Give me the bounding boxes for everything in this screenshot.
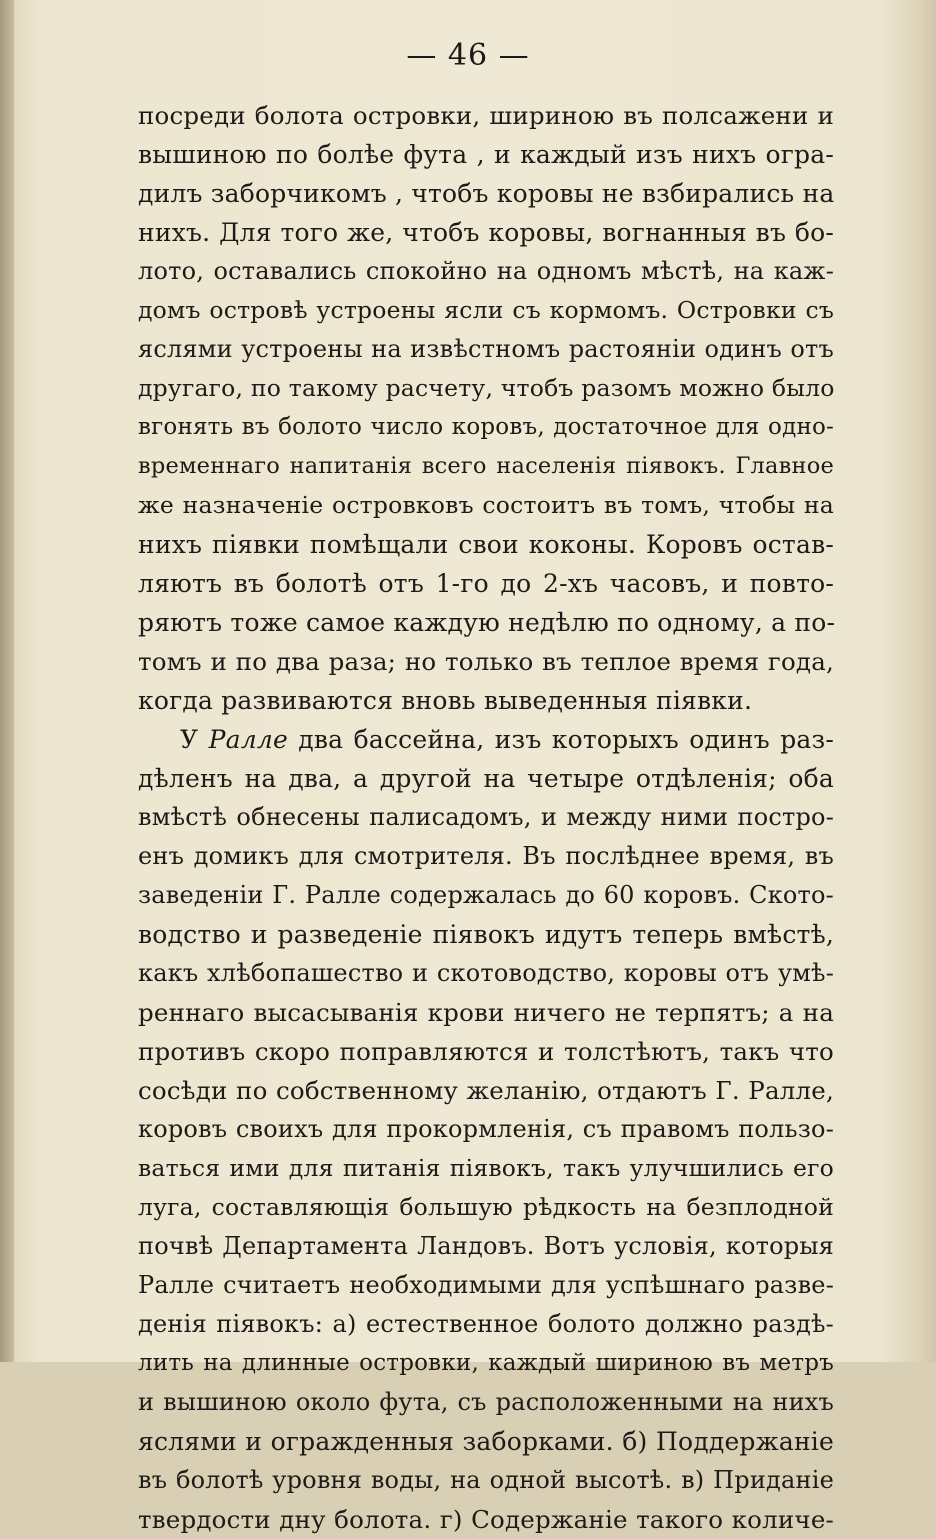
text-line: вгонять въ болото число коровъ, достаточное для одно- bbox=[138, 414, 834, 440]
text-line: временнаго напитанія всего населенія піявокъ. Главное bbox=[138, 453, 834, 479]
text-line: лото, оставались спокойно на одномъ мѣстѣ, на каж- bbox=[138, 257, 834, 285]
italic-name: Ралле bbox=[208, 725, 288, 754]
text-line: коровъ своихъ для прокормленія, съ правомъ пользо- bbox=[138, 1115, 834, 1143]
text-line: нихъ. Для того же, чтобъ коровы, вогнанныя въ бо- bbox=[138, 218, 834, 247]
text-line: нихъ піявки помѣщали свои коконы. Коровъ остав- bbox=[138, 530, 834, 559]
paragraph-2 bbox=[138, 720, 834, 1539]
body-text bbox=[138, 96, 834, 1539]
text-span: два бассейна, изъ которыхъ одинъ раз- bbox=[287, 725, 834, 754]
book-binding-edge bbox=[0, 0, 14, 1362]
text-line: ляютъ въ болотѣ отъ 1-го до 2-хъ часовъ, и повто- bbox=[138, 569, 834, 598]
text-line: противъ скоро поправляются и толстѣютъ, такъ что bbox=[138, 1037, 834, 1066]
text-line: домъ островѣ устроены ясли съ кормомъ. Островки съ bbox=[138, 296, 834, 324]
text-line: заведеніи Г. Ралле содержалась до 60 коровъ. Ското- bbox=[138, 881, 834, 909]
text-line-first bbox=[138, 720, 834, 759]
text-line: посреди болота островки, шириною въ полсажени и bbox=[138, 101, 834, 130]
text-line: какъ хлѣбопашество и скотоводство, коровы отъ умѣ- bbox=[138, 959, 834, 987]
text-line: почвѣ Департамента Ландовъ. Вотъ условія, которыя bbox=[138, 1232, 834, 1260]
text-line: въ болотѣ уровня воды, на одной высотѣ. в) Приданіе bbox=[138, 1466, 834, 1494]
text-line: твердости дну болота. г) Содержаніе такого количе- bbox=[138, 1505, 834, 1534]
text-line: яслями и огражденныя заборками. б) Поддержаніе bbox=[138, 1427, 834, 1456]
text-line: Ралле считаетъ необходимыми для успѣшнаго разве- bbox=[138, 1271, 834, 1299]
text-line: водство и разведеніе піявокъ идутъ теперь вмѣстѣ, bbox=[138, 920, 834, 949]
text-line: другаго, по такому расчету, чтобъ разомъ можно было bbox=[138, 374, 835, 402]
text-line: вмѣстѣ обнесены палисадомъ, и между ними постро- bbox=[138, 803, 834, 831]
text-line: ваться ими для питанія піявокъ, такъ улучшились его bbox=[138, 1154, 834, 1182]
text-line: томъ и по два раза; но только въ теплое время года, bbox=[138, 647, 834, 676]
text-line: енъ домикъ для смотрителя. Въ послѣднее время, въ bbox=[138, 842, 834, 870]
text-span: У bbox=[180, 725, 209, 754]
text-line: реннаго высасыванія крови ничего не терпятъ; а на bbox=[138, 998, 834, 1027]
page-number: — 46 — bbox=[406, 38, 530, 73]
text-line: когда развиваются вновь выведенныя піявки. bbox=[138, 686, 753, 715]
text-line: луга, составляющія большую рѣдкость на безплодной bbox=[138, 1193, 834, 1221]
text-line: денія піявокъ: а) естественное болото должно раздѣ- bbox=[138, 1310, 834, 1338]
text-line: сосѣди по собственному желанію, отдаютъ Г. Ралле, bbox=[138, 1076, 834, 1105]
text-line: лить на длинные островки, каждый шириною въ метръ bbox=[138, 1350, 834, 1376]
text-line: дилъ заборчикомъ , чтобъ коровы не взбирались на bbox=[138, 179, 835, 208]
text-line: же назначеніе островковъ состоитъ въ томъ, чтобы на bbox=[138, 491, 834, 519]
text-line: вышиною по болѣе фута , и каждый изъ нихъ огра- bbox=[138, 140, 834, 169]
text-line: ряютъ тоже самое каждую недѣлю по одному, а по- bbox=[138, 608, 836, 637]
paragraph-1 bbox=[138, 96, 834, 720]
text-line: и вышиною около фута, съ расположенными на нихъ bbox=[138, 1388, 834, 1416]
text-line: дѣленъ на два, а другой на четыре отдѣленія; оба bbox=[138, 764, 834, 793]
text-line: яслями устроены на извѣстномъ растояніи одинъ отъ bbox=[138, 335, 834, 363]
